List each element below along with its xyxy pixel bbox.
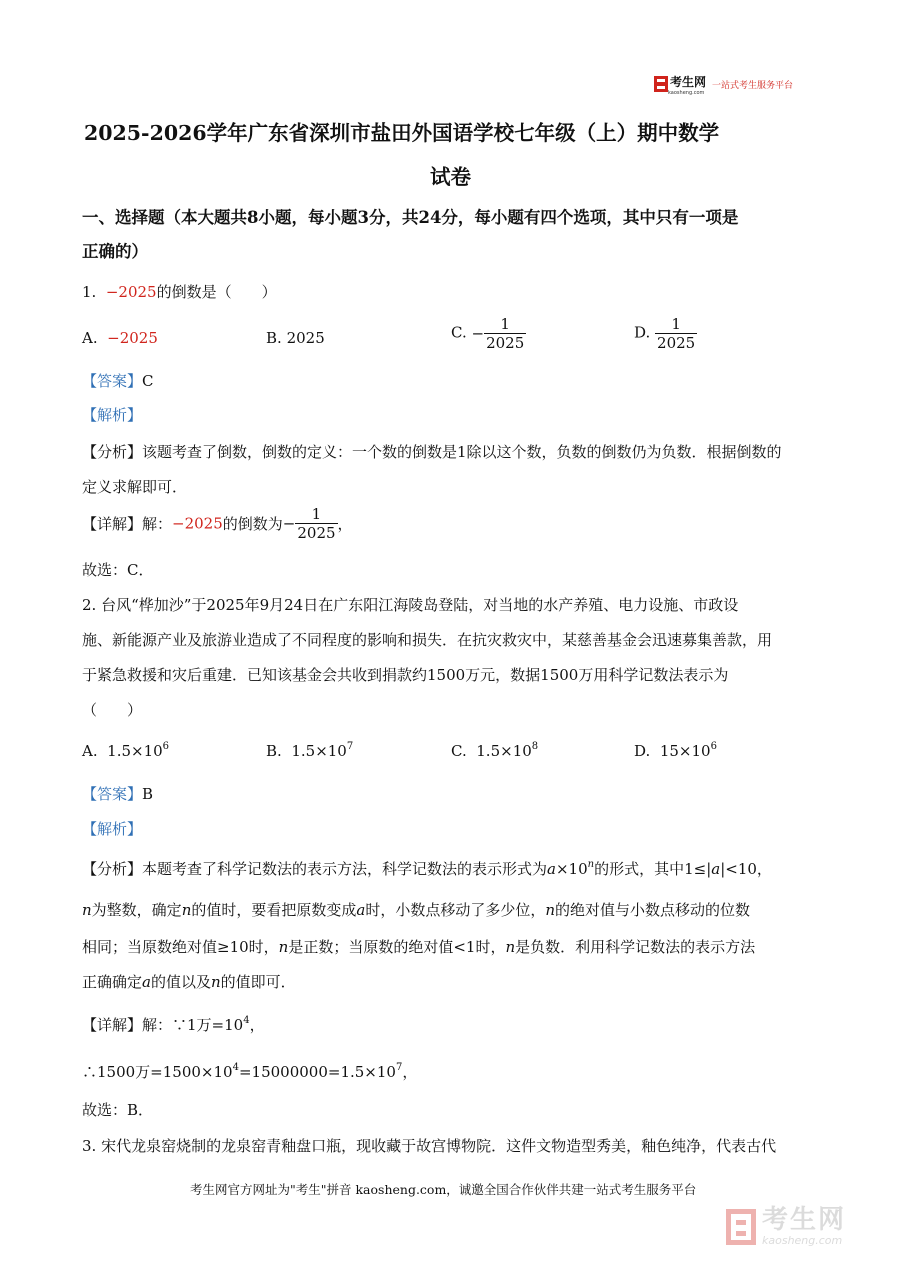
option-exponent: 6 [710,741,717,752]
q2-option-c [451,741,538,760]
q2-option-b [266,741,353,760]
minus-sign: − [471,324,485,343]
variable: n [587,859,595,870]
option-label: B. [266,329,282,347]
q1-stem-text: 的倒数是（ ） [156,283,277,301]
option-exponent: 6 [162,741,170,752]
logo-domain: kaosheng.com [668,90,705,96]
option-base: 15×10 [659,742,711,760]
q2-jiexi: 【解析】 [82,820,143,838]
text: 是负数．利用科学记数法的表示方法 [515,938,756,956]
q2-option-d [634,741,717,760]
option-label: B. [266,742,282,760]
q1-stem [82,281,277,302]
q1-number: 1. [82,283,97,301]
logo-name: 考生网 [670,75,707,89]
text: 的值以及 [150,973,211,991]
q2-answer [82,783,153,804]
option-value: 2025 [286,329,325,347]
variable: n [505,938,516,956]
text: 正确确定 [82,973,143,991]
option-exponent: 7 [346,741,354,752]
denominator: 2025 [297,524,336,542]
answer-value: C [142,372,154,390]
q2-choose: 故选：B． [82,1101,154,1119]
q1-analysis-line1: 【分析】该题考查了倒数，倒数的定义：一个数的倒数是1除以这个数，负数的倒数仍为负数．根据倒数的 [82,443,782,461]
punctuation: ， [249,1016,265,1034]
text: |<10， [720,860,772,878]
q1-answer [82,370,154,391]
q2-detail-line1 [82,1014,265,1035]
minus-sign: − [282,514,296,533]
denominator: 2025 [486,334,525,352]
header-logo [654,72,793,96]
q1-option-c [451,315,526,352]
variable: n [278,938,289,956]
detail-text: 的倒数为 [222,515,283,533]
q2-analysis-line2 [82,899,750,920]
variable: a [547,860,556,878]
variable: n [210,973,221,991]
option-exponent: 8 [531,741,539,752]
q2-detail-line2 [82,1061,417,1082]
text: 【分析】本题考查了科学记数法的表示方法，科学记数法的表示形式为 [82,860,548,878]
page-title-line1: 2025-2026学年广东省深圳市盐田外国语学校七年级（上）期中数学 [84,121,720,145]
option-value: −2025 [107,329,158,347]
exponent: 4 [243,1015,250,1026]
page-title-line2: 试卷 [430,165,471,189]
answer-value: B [142,785,154,803]
q1-choose: 故选：C． [82,561,154,579]
q1-option-d [634,315,697,352]
numerator: 1 [655,315,697,334]
option-label: C. [451,323,467,342]
fraction [655,315,697,352]
logo-text [668,72,706,96]
text: =15000000=1.5×10 [238,1063,396,1081]
option-base: 1.5×10 [291,742,347,760]
text: 是正数；当原数的绝对值<1时， [288,938,506,956]
variable: n [545,901,556,919]
detail-prefix: 【详解】解： [82,515,173,533]
watermark-text [762,1206,846,1247]
option-label: D. [634,323,651,342]
punctuation: ， [337,515,353,533]
option-label: A. [82,329,98,347]
section-heading-line1: 一、选择题（本大题共8小题，每小题3分，共24分，每小题有四个选项，其中只有一项是 [82,208,739,227]
denominator: 2025 [657,334,696,352]
numerator: 1 [484,315,526,334]
kaosheng-watermark-icon [726,1209,756,1245]
q2-line3: 于紧急救援和灾后重建．已知该基金会共收到捐款约1500万元，数据1500万用科学记数法表示为 [82,666,729,684]
q2-line2: 施、新能源产业及旅游业造成了不同程度的影响和损失．在抗灾救灾中，某慈善基金会迅速募集善款，用 [82,631,773,649]
variable: n [82,901,92,919]
option-label: A. [82,742,98,760]
section-heading-line2: 正确的） [82,242,148,261]
exponent: 4 [232,1062,239,1073]
text: 时，小数点移动了多少位， [365,901,546,919]
text: 的值即可． [220,973,296,991]
q2-analysis-line4 [82,971,296,992]
q1-jiexi: 【解析】 [82,406,143,424]
text: ∴1500万=1500×10 [82,1063,233,1081]
text: ×10 [555,860,588,878]
punctuation: ， [402,1063,418,1081]
q1-detail [82,505,353,542]
text: 相同；当原数绝对值≥10时， [82,938,279,956]
watermark-name: 考生网 [762,1205,847,1235]
option-base: 1.5×10 [476,742,532,760]
option-base: 1.5×10 [107,742,163,760]
detail-value: −2025 [172,514,223,533]
text: 【详解】解：∵1万=10 [82,1016,244,1034]
fraction [484,315,526,352]
answer-label: 【答案】 [82,372,143,390]
logo-slogan: 一站式考生服务平台 [712,80,794,91]
footer-text: 考生网官方网址为"考生"拼音 kaosheng.com，诚邀全国合作伙伴共建一站式考生服务平台 [190,1182,697,1197]
watermark [726,1206,846,1247]
variable: a [142,973,151,991]
q2-analysis-line1 [82,858,772,879]
q2-line4: （ ） [82,701,143,719]
variable: a [711,860,721,878]
text: 为整数，确定 [91,901,182,919]
q2-option-a [82,741,169,760]
watermark-domain: kaosheng.com [762,1234,843,1247]
text: 的形式，其中1≤| [594,860,712,878]
q2-analysis-line3 [82,936,755,957]
option-label: D. [634,742,651,760]
option-label: C. [451,742,467,760]
variable: a [356,901,366,919]
answer-label: 【答案】 [82,785,143,803]
exponent: 7 [395,1062,403,1073]
q1-analysis-line2: 定义求解即可． [82,478,188,496]
fraction [295,505,337,542]
variable: n [181,901,192,919]
text: 的值时，要看把原数变成 [191,901,357,919]
q1-option-a [82,329,158,347]
q2-line1: 2. 台风“桦加沙”于2025年9月24日在广东阳江海陵岛登陆，对当地的水产养殖、电力设施、市政设 [82,596,739,614]
numerator: 1 [295,505,337,524]
kaosheng-logo-icon [654,76,668,92]
q1-option-b [266,329,325,347]
text: 的绝对值与小数点移动的位数 [555,901,751,919]
q1-value: −2025 [105,283,157,301]
q3-line1: 3. 宋代龙泉窑烧制的龙泉窑青釉盘口瓶，现收藏于故宫博物院．这件文物造型秀美，釉色纯净，代表古代 [82,1137,777,1155]
